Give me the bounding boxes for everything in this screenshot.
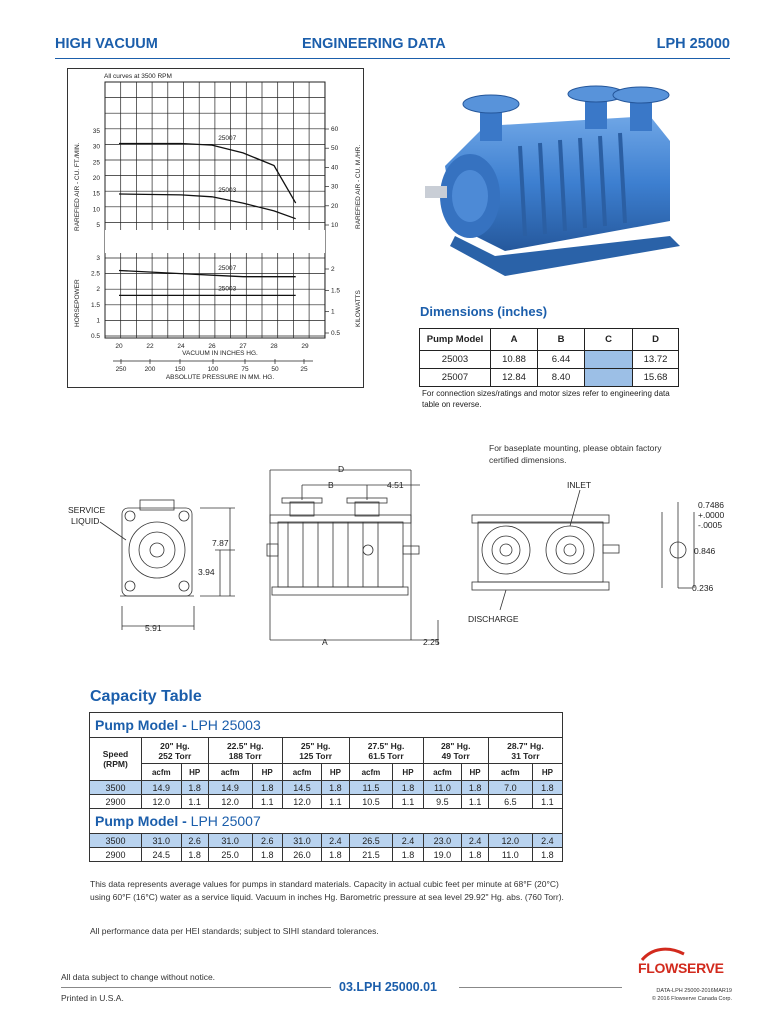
dimensions-row [420,351,679,369]
value-cell: 1.8 [393,781,423,795]
value-cell: 1.8 [252,781,282,795]
top-view-drawing [472,490,619,610]
speed-label: Speed [102,749,129,759]
vacuum-col-header [488,738,562,764]
x-tick-label: 26 [208,343,216,350]
y-tick-label-right: 1 [331,308,335,316]
x-tick-label: 22 [146,343,154,350]
service-liquid-label-1: SERVICE [68,505,106,515]
capacity-note: This data represents average values for pumps in standard materials. Capacity in actual cubic feet per minute at 68°F (20°C) using 60°F (16°C) water as a service liquid. Vacuum in inches Hg. Barometric pressure at sea level 29.92" Hg. abs. (760 Torr). [90,879,564,902]
dim-header-d: D [633,329,679,351]
flowserve-logo: FLOWSERVE [638,960,724,976]
dimensions-title: Dimensions (inches) [420,304,548,319]
mm-tick-label: 25 [300,366,308,373]
dim-header-b: B [538,329,585,351]
table-row [90,781,563,795]
dim-cell: 25003 [420,351,491,369]
hp-header: HP [252,764,282,781]
value-cell: 2.6 [181,834,208,848]
dim-b: B [328,480,334,490]
dim-225: 2.25 [423,637,440,647]
value-cell: 12.0 [142,795,182,809]
y-tick-label-right: 40 [331,164,339,172]
page-header [55,36,730,54]
value-cell: 1.8 [252,848,282,862]
value-cell: 6.5 [488,795,532,809]
shaft-dim-1: 0.7486 [698,500,724,510]
dim-cell: 12.84 [491,369,538,387]
dimensions-table [419,328,679,387]
value-cell: 1.1 [252,795,282,809]
header-center: ENGINEERING DATA [302,36,446,52]
series-label-25007: 25007 [218,265,237,273]
y-tick-label-right: 10 [331,222,339,229]
dim-394: 3.94 [198,567,215,577]
dim-cell: 10.88 [491,351,538,369]
dim-header-model: Pump Model [420,329,491,351]
y-axis-label-bottom-right: KILOWATTS [355,290,362,327]
value-cell: 1.8 [532,781,562,795]
dimensions-note: For connection sizes/ratings and motor sizes refer to engineering data table on reverse. [422,389,670,409]
speed-cell: 3500 [90,834,142,848]
acfm-header: acfm [349,764,393,781]
series-label-25007: 25007 [218,135,237,143]
header-left: HIGH VACUUM [55,36,158,52]
end-view-drawing [100,500,235,630]
value-cell: 1.1 [322,795,349,809]
value-cell: 1.8 [462,848,489,862]
value-cell: 1.8 [393,848,423,862]
y-tick-label-right: 20 [331,202,339,210]
footer-rule-left [61,987,331,988]
chart-svg [68,69,365,389]
value-cell: 31.0 [208,834,252,848]
value-cell: 1.1 [532,795,562,809]
series-line-25003 [119,194,296,219]
document-number: 03.LPH 25000.01 [339,980,437,994]
value-cell: 12.0 [208,795,252,809]
mm-tick-label: 250 [115,366,127,373]
dim-cell: 13.72 [633,351,679,369]
model-25007-rows [90,834,563,862]
shaft-detail-drawing [662,502,694,588]
y-tick-label-right: 60 [331,126,339,133]
hei-note: All performance data per HEI standards; subject to SIHI standard tolerances. [90,926,379,936]
mm-tick-label: 75 [241,366,249,373]
x-tick-label: 20 [115,343,123,350]
unit-header-row [90,764,563,781]
y-tick-label-right: 50 [331,145,339,153]
mm-tick-label: 200 [144,366,156,373]
y-tick-label: 3 [96,255,100,262]
value-cell: 21.5 [349,848,393,862]
y-axis-label-bottom-left: HORSEPOWER [74,279,81,327]
table-row [90,795,563,809]
shaft-dim-2: +.0000 [698,510,725,520]
value-cell: 1.8 [181,781,208,795]
footer-rule-right [459,987,622,988]
vacuum-col-line2: 188 Torr [228,750,262,761]
value-cell: 1.8 [462,781,489,795]
performance-chart [67,68,364,388]
y-tick-label: 20 [92,175,100,182]
value-cell: 1.8 [322,848,349,862]
y-axis-label-top-left: RAREFIED AIR - CU. FT./MIN. [74,142,81,231]
value-cell: 2.4 [393,834,423,848]
value-cell: 1.8 [532,848,562,862]
value-cell: 12.0 [282,795,322,809]
acfm-header: acfm [208,764,252,781]
series-label-25003: 25003 [218,285,237,293]
acfm-header: acfm [282,764,322,781]
vacuum-col-line2: 61.5 Torr [368,750,404,761]
dim-a: A [322,637,328,647]
value-cell: 11.0 [488,848,532,862]
value-cell: 23.0 [423,834,462,848]
value-cell: 31.0 [282,834,322,848]
y-tick-label: 2 [96,286,100,294]
dim-787: 7.87 [212,538,229,548]
y-tick-label-right: 1.5 [331,287,341,295]
value-cell: 31.0 [142,834,182,848]
dim-cell [585,351,633,369]
value-cell: 2.4 [532,834,562,848]
vacuum-col-header [349,738,423,764]
value-cell: 11.5 [349,781,393,795]
mm-tick-label: 50 [271,366,279,373]
dimensions-header-row [420,329,679,351]
capacity-title: Capacity Table [90,688,202,705]
hp-header: HP [462,764,489,781]
table-row [90,848,563,862]
dim-d: D [338,464,345,474]
dimensions-row [420,369,679,387]
acfm-header: acfm [423,764,462,781]
y-tick-label: 35 [92,128,100,135]
model-heading-row [90,809,563,834]
vacuum-col-line1: 27.5" Hg. [367,740,405,751]
speed-cell: 2900 [90,848,142,862]
header-right: LPH 25000 [656,36,730,52]
y-tick-label: 1 [96,317,100,325]
side-view-drawing [267,470,438,645]
chart-note: All curves at 3500 RPM [104,73,172,80]
model-heading [90,713,563,738]
value-cell: 7.0 [488,781,532,795]
y-tick-label-right: 30 [331,183,339,191]
x-tick-label: 27 [239,343,247,350]
baseplate-note: For baseplate mounting, please obtain factory certified dimensions. [489,443,662,465]
model-prefix: Pump Model - [95,717,191,733]
value-cell: 24.5 [142,848,182,862]
mm-tick-label: 100 [207,366,219,373]
hp-header: HP [393,764,423,781]
hp-header: HP [322,764,349,781]
value-cell: 26.0 [282,848,322,862]
vacuum-col-header [208,738,282,764]
value-cell: 14.9 [142,781,182,795]
value-cell: 10.5 [349,795,393,809]
pump-illustration [425,86,695,286]
vacuum-header-row [90,738,563,764]
vacuum-col-line2: 31 Torr [511,750,540,761]
discharge-label: DISCHARGE [468,614,519,624]
vacuum-col-line2: 49 Torr [441,750,470,761]
value-cell: 1.8 [322,781,349,795]
value-cell: 25.0 [208,848,252,862]
dim-591: 5.91 [145,623,162,633]
inlet-label: INLET [567,480,592,490]
value-cell: 1.1 [181,795,208,809]
header-rule [55,58,730,59]
speed-cell: 3500 [90,781,142,795]
value-cell: 11.0 [423,781,462,795]
doc-code-line2: © 2016 Flowserve Canada Corp. [651,996,732,1002]
y-tick-label: 30 [92,143,100,151]
speed-cell: 2900 [90,795,142,809]
printed-in: Printed in U.S.A. [61,993,124,1003]
table-row [90,834,563,848]
vacuum-col-header [142,738,209,764]
vacuum-col-line1: 28.7" Hg. [507,740,544,751]
vacuum-col-header [423,738,488,764]
dim-cell: 15.68 [633,369,679,387]
dim-header-a: A [491,329,538,351]
vacuum-col-line2: 125 Torr [299,750,333,761]
rpm-label: (RPM) [103,759,128,769]
value-cell: 12.0 [488,834,532,848]
dim-cell: 6.44 [538,351,585,369]
speed-header [90,738,142,781]
series-label-25003: 25003 [218,186,237,194]
disclaimer: All data subject to change without notice. [61,972,216,982]
y-axis-label-top-right: RAREFIED AIR - CU. M./HR. [355,144,362,229]
mm-tick-label: 150 [174,366,186,373]
y-tick-label: 1.5 [90,301,100,309]
dimensional-drawings [60,440,725,665]
vacuum-col-line2: 252 Torr [158,750,192,761]
value-cell: 19.0 [423,848,462,862]
hp-header: HP [181,764,208,781]
model-prefix: Pump Model - [95,813,191,829]
shaft-dim-3: -.0005 [698,520,723,530]
dim-451: 4.51 [387,480,404,490]
model-name: LPH 25007 [190,813,261,829]
vacuum-col-line1: 28" Hg. [440,740,471,751]
x-tick-label: 29 [301,343,309,350]
y-tick-label: 15 [92,190,100,198]
x-axis-label-bottom: ABSOLUTE PRESSURE IN MM. HG. [165,374,275,381]
value-cell: 2.6 [252,834,282,848]
capacity-table [89,712,563,862]
value-cell: 2.4 [462,834,489,848]
model-name: LPH 25003 [190,717,261,733]
shaft-dim-5: 0.236 [692,583,714,593]
model-heading-row [90,713,563,738]
acfm-header: acfm [142,764,182,781]
vacuum-col-line1: 25" Hg. [300,740,331,751]
dim-cell [585,369,633,387]
value-cell: 1.1 [393,795,423,809]
doc-code [652,987,732,1003]
panel-gap [105,230,325,253]
service-liquid-label-2: LIQUID [71,516,100,526]
dim-cell: 8.40 [538,369,585,387]
value-cell: 14.5 [282,781,322,795]
vacuum-col-line1: 20" Hg. [160,740,190,751]
vacuum-col-line1: 22.5" Hg. [226,740,264,751]
shaft-dim-4: 0.846 [694,546,716,556]
x-tick-label: 24 [177,343,185,350]
hp-header: HP [532,764,562,781]
dim-cell: 25007 [420,369,491,387]
x-axis-label-top: VACUUM IN INCHES HG. [182,350,258,357]
value-cell: 1.8 [181,848,208,862]
y-tick-label: 2.5 [90,270,100,278]
value-cell: 9.5 [423,795,462,809]
value-cell: 1.1 [462,795,489,809]
y-tick-label: 0.5 [90,333,100,340]
y-tick-label: 10 [92,206,100,214]
model-heading [90,809,563,834]
value-cell: 26.5 [349,834,393,848]
vacuum-col-header [282,738,349,764]
model-25003-rows [90,781,563,809]
doc-code-line1: DATA-LPH 25000-2016MAR19 [656,988,732,994]
x-tick-label: 28 [270,343,278,350]
dim-header-c: C [585,329,633,351]
y-tick-label: 25 [92,159,100,167]
acfm-header: acfm [488,764,532,781]
value-cell: 2.4 [322,834,349,848]
y-tick-label-right: 0.5 [331,330,341,337]
y-tick-label-right: 2 [331,266,335,273]
value-cell: 14.9 [208,781,252,795]
y-tick-label: 5 [96,222,100,229]
